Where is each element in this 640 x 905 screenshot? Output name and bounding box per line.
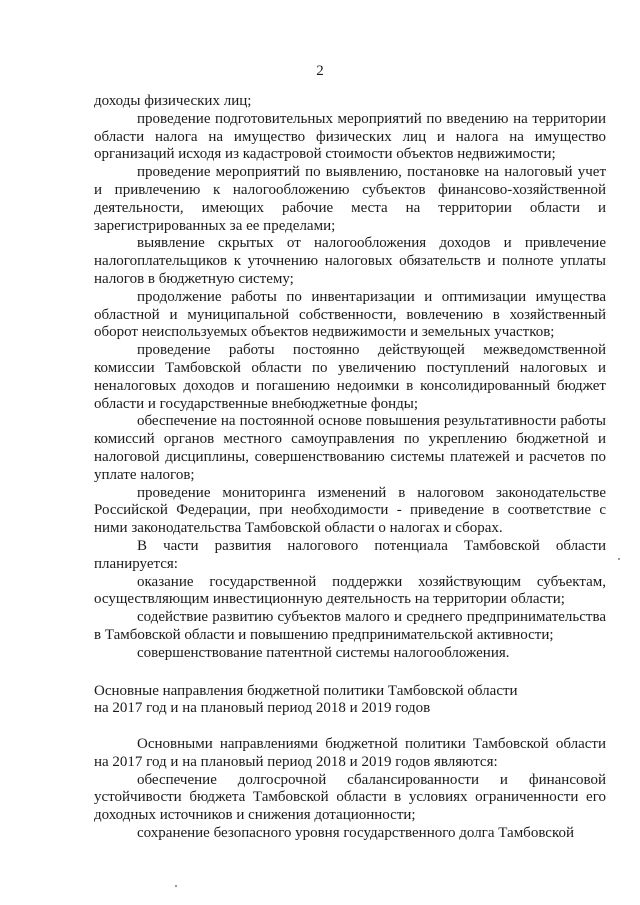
paragraph-state-debt: сохранение безопасного уровня государственного долга Тамбовской [137,825,575,842]
section-heading-line-2: на 2017 год и на плановый период 2018 и 2019 годов [94,700,431,717]
section-heading [94,663,606,737]
paragraph-budget-policy-intro: Основными направлениями бюджетной политики Тамбовской области на 2017 год и на плановый период 2018 и 2019 годов являются: [94,736,606,770]
paragraph-property-tax-preparation: проведение подготовительных мероприятий по введению на территории области налога на имущество физических лиц и налога на имущество организаций исходя из кадастровой стоимости объектов недвижимости; [94,110,606,163]
paragraph-budget-sustainability: обеспечение долгосрочной сбалансированности и финансовой устойчивости бюджета Тамбовской области в условиях ограниченности его доходных источников и снижения дотационности; [94,771,606,824]
paragraph-tax-registration: проведение мероприятий по выявлению, постановке на налоговый учет и привлечению к налогообложению субъектов финансово-хозяйственной деятельности, имеющих рабочие места на территории области и зарегистрированных за ее пределами; [94,164,606,234]
paragraph-sme-support: содействие развитию субъектов малого и среднего предпринимательства в Тамбовской области и повышению предпринимательской активности; [94,609,606,643]
paragraph-interagency-commission: проведение работы постоянно действующей межведомственной комиссии Тамбовской области по увеличению поступлений налоговых и неналоговых доходов и погашению недоимки в консолидированный бюджет области и государственные внебюджетные фонды; [94,342,606,412]
paragraph-legislation-monitoring: проведение мониторинга изменений в налоговом законодательстве Российской Федерации, при необходимости - приведение в соответствие с ними законодательства Тамбовской области о налогах и сборах. [94,484,606,537]
scan-speck [175,885,177,887]
paragraph-property-inventory: продолжение работы по инвентаризации и оптимизации имущества областной и муниципальной собственности, вовлечению в хозяйственный оборот неиспользуемых объектов недвижимости и земельных участков; [94,288,606,341]
paragraph-hidden-income: выявление скрытых от налогообложения доходов и привлечение налогоплательщиков к уточнению налоговых обязательств и полноте уплаты налогов в бюджетную систему; [94,235,606,287]
scan-speck [618,558,620,560]
paragraph-local-commissions: обеспечение на постоянной основе повышения результативности работы комиссий органов местного самоуправления по укреплению бюджетной и налоговой дисциплины, совершенствованию системы платежей и расчетов по уплате налогов; [94,413,606,483]
body-text [94,93,606,843]
section-heading-line-1: Основные направления бюджетной политики Тамбовской области [94,682,518,699]
paragraph-investor-support: оказание государственной поддержки хозяйствующим субъектам, осуществляющим инвестиционную деятельность на территории области; [94,573,606,608]
paragraph-tax-potential-intro: В части развития налогового потенциала Тамбовской области планируется: [94,537,606,572]
page-number: 2 [316,63,324,79]
paragraph-income-tax-tail: доходы физических лиц; [94,93,252,109]
paragraph-patent-system: совершенствование патентной системы налогообложения. [137,644,510,661]
